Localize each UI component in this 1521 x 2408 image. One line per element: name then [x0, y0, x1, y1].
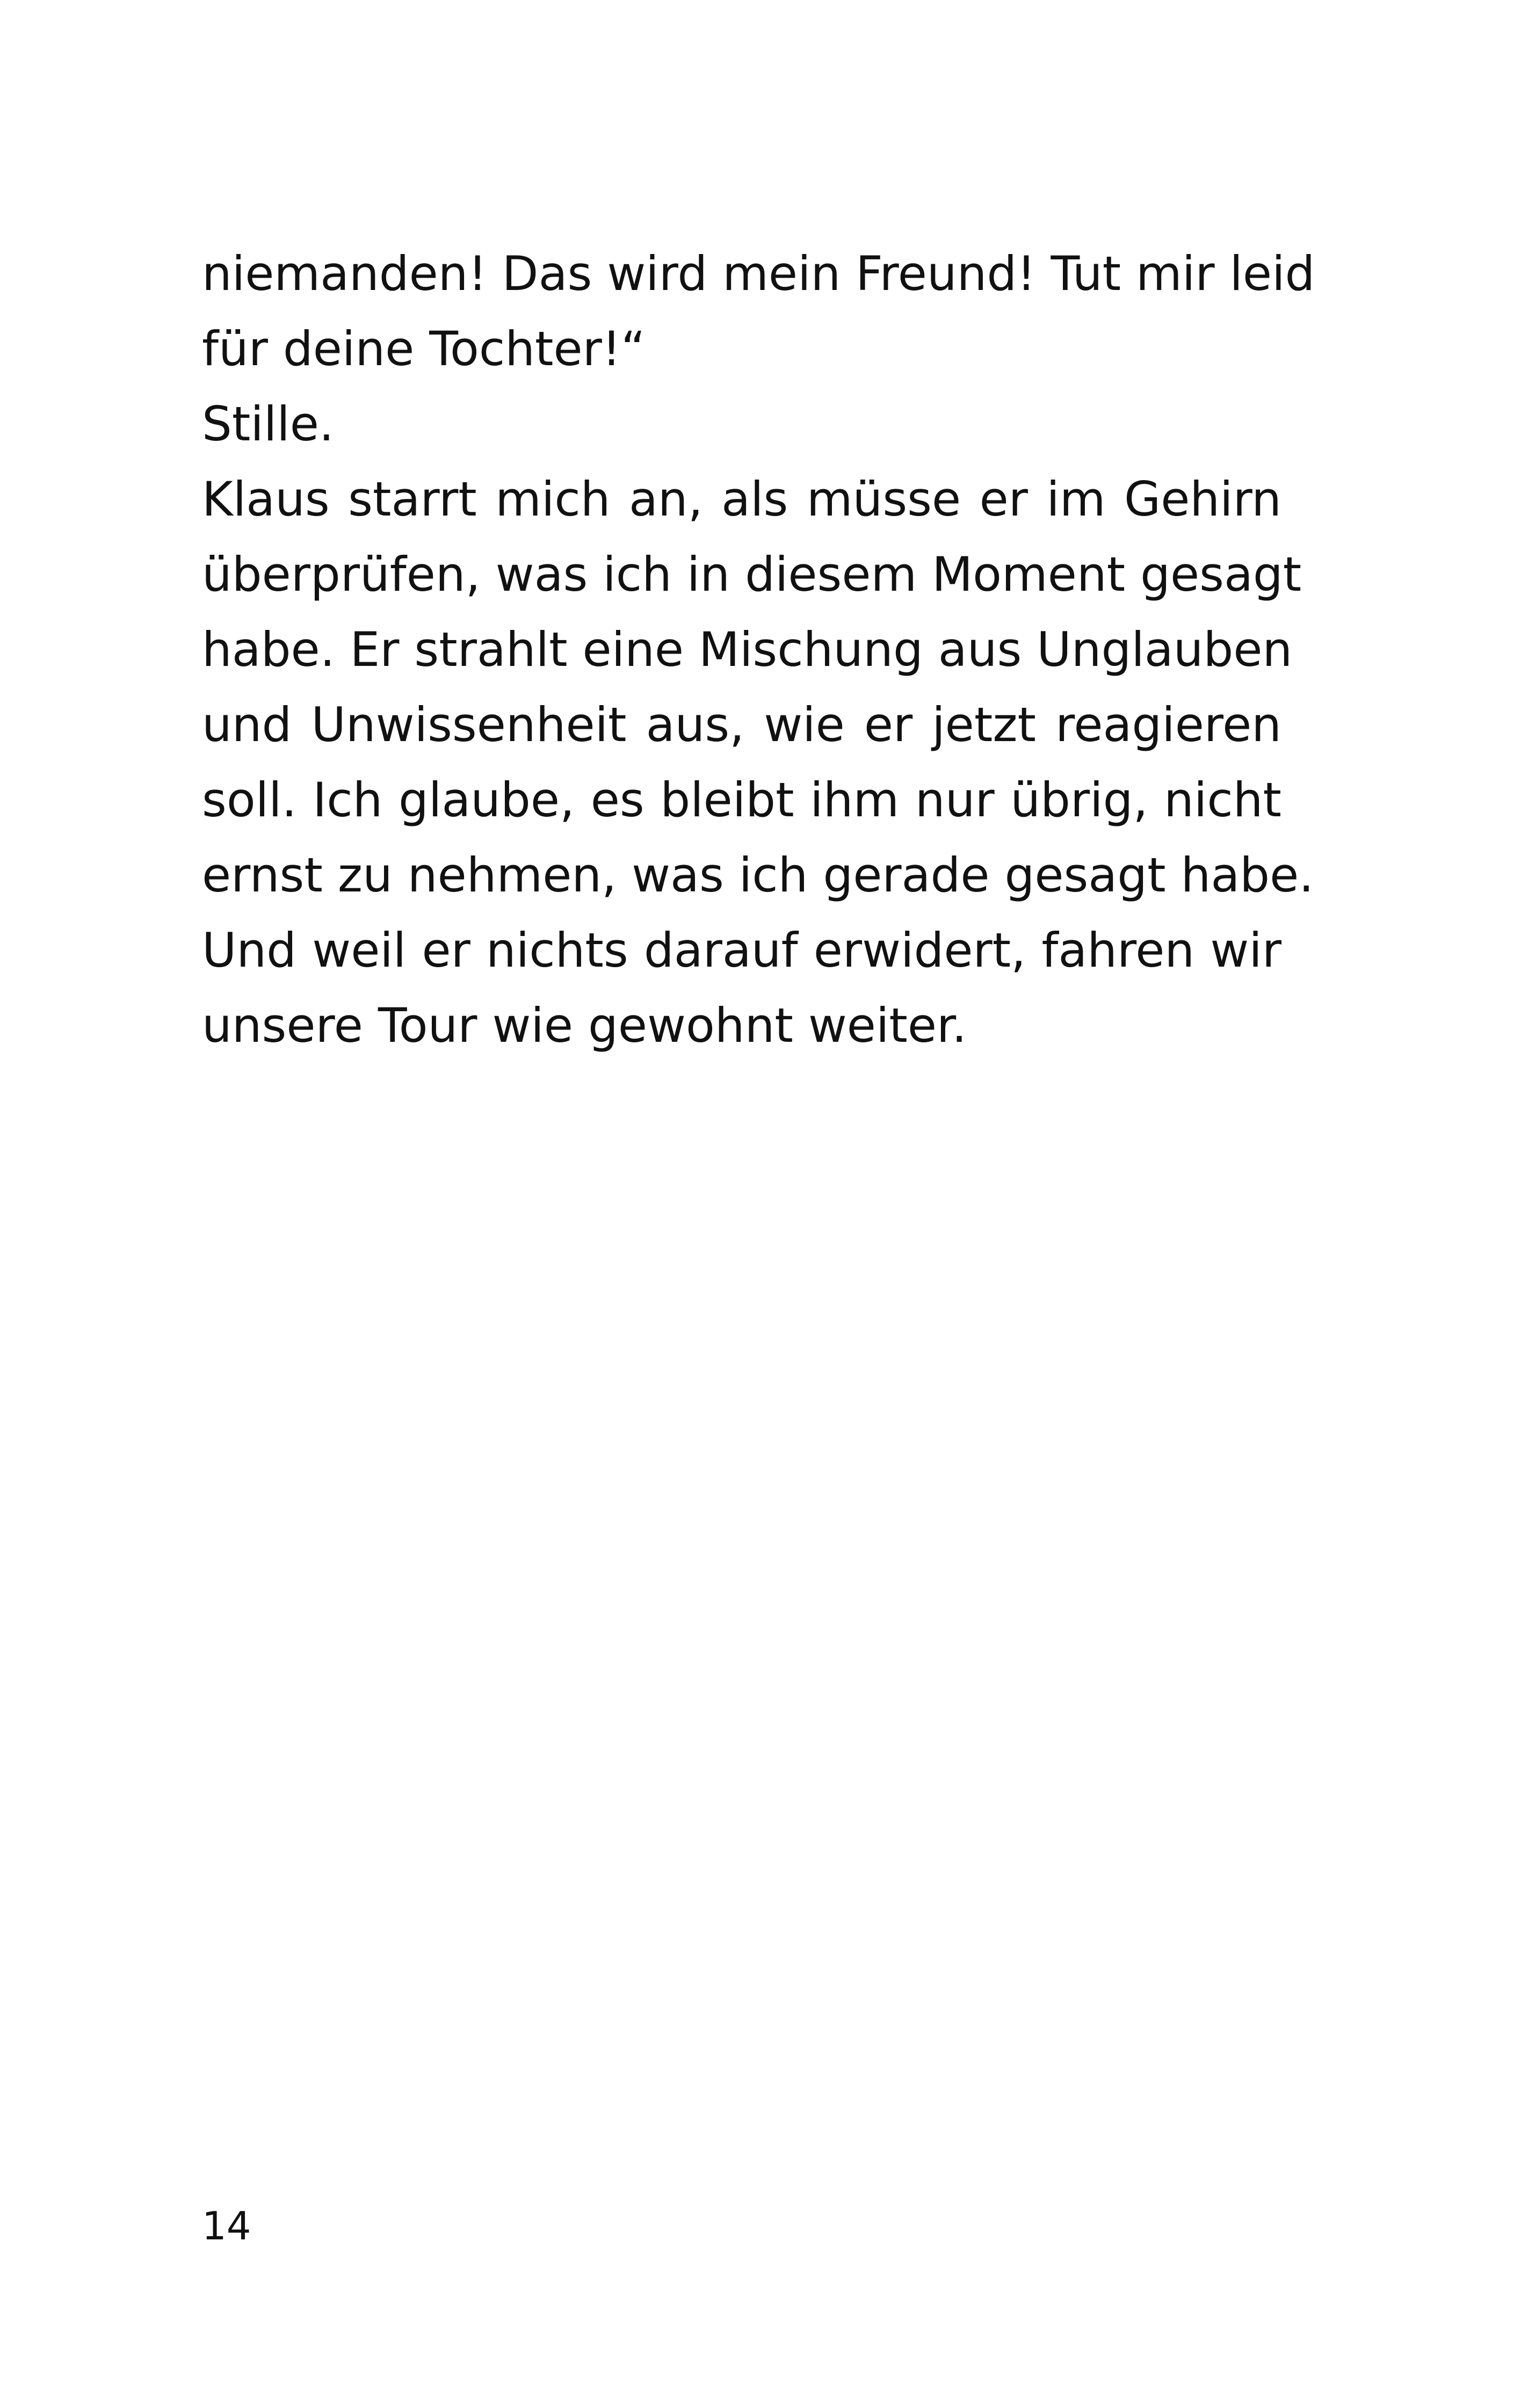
- text-line: für deine Tochter!“: [202, 321, 646, 376]
- page-number: 14: [202, 2203, 251, 2249]
- text-line: habe. Er strahlt eine Mischung aus Unglauben: [202, 622, 1293, 677]
- text-line: ernst zu nehmen, was ich gerade gesagt habe.: [202, 847, 1314, 903]
- text-line: Und weil er nichts darauf erwidert, fahren wir: [202, 923, 1281, 978]
- text-line: unsere Tour wie gewohnt weiter.: [202, 998, 967, 1053]
- text-line: und Unwissenheit aus, wie er jetzt reagieren: [202, 697, 1281, 752]
- text-line: überprüfen, was ich in diesem Moment gesagt: [202, 547, 1302, 602]
- body-text: [202, 236, 1315, 1063]
- text-line: niemanden! Das wird mein Freund! Tut mir leid: [202, 246, 1315, 301]
- text-line: Klaus starrt mich an, als müsse er im Gehirn: [202, 472, 1281, 527]
- text-line: Stille.: [202, 396, 334, 452]
- text-line: soll. Ich glaube, es bleibt ihm nur übrig, nicht: [202, 772, 1281, 828]
